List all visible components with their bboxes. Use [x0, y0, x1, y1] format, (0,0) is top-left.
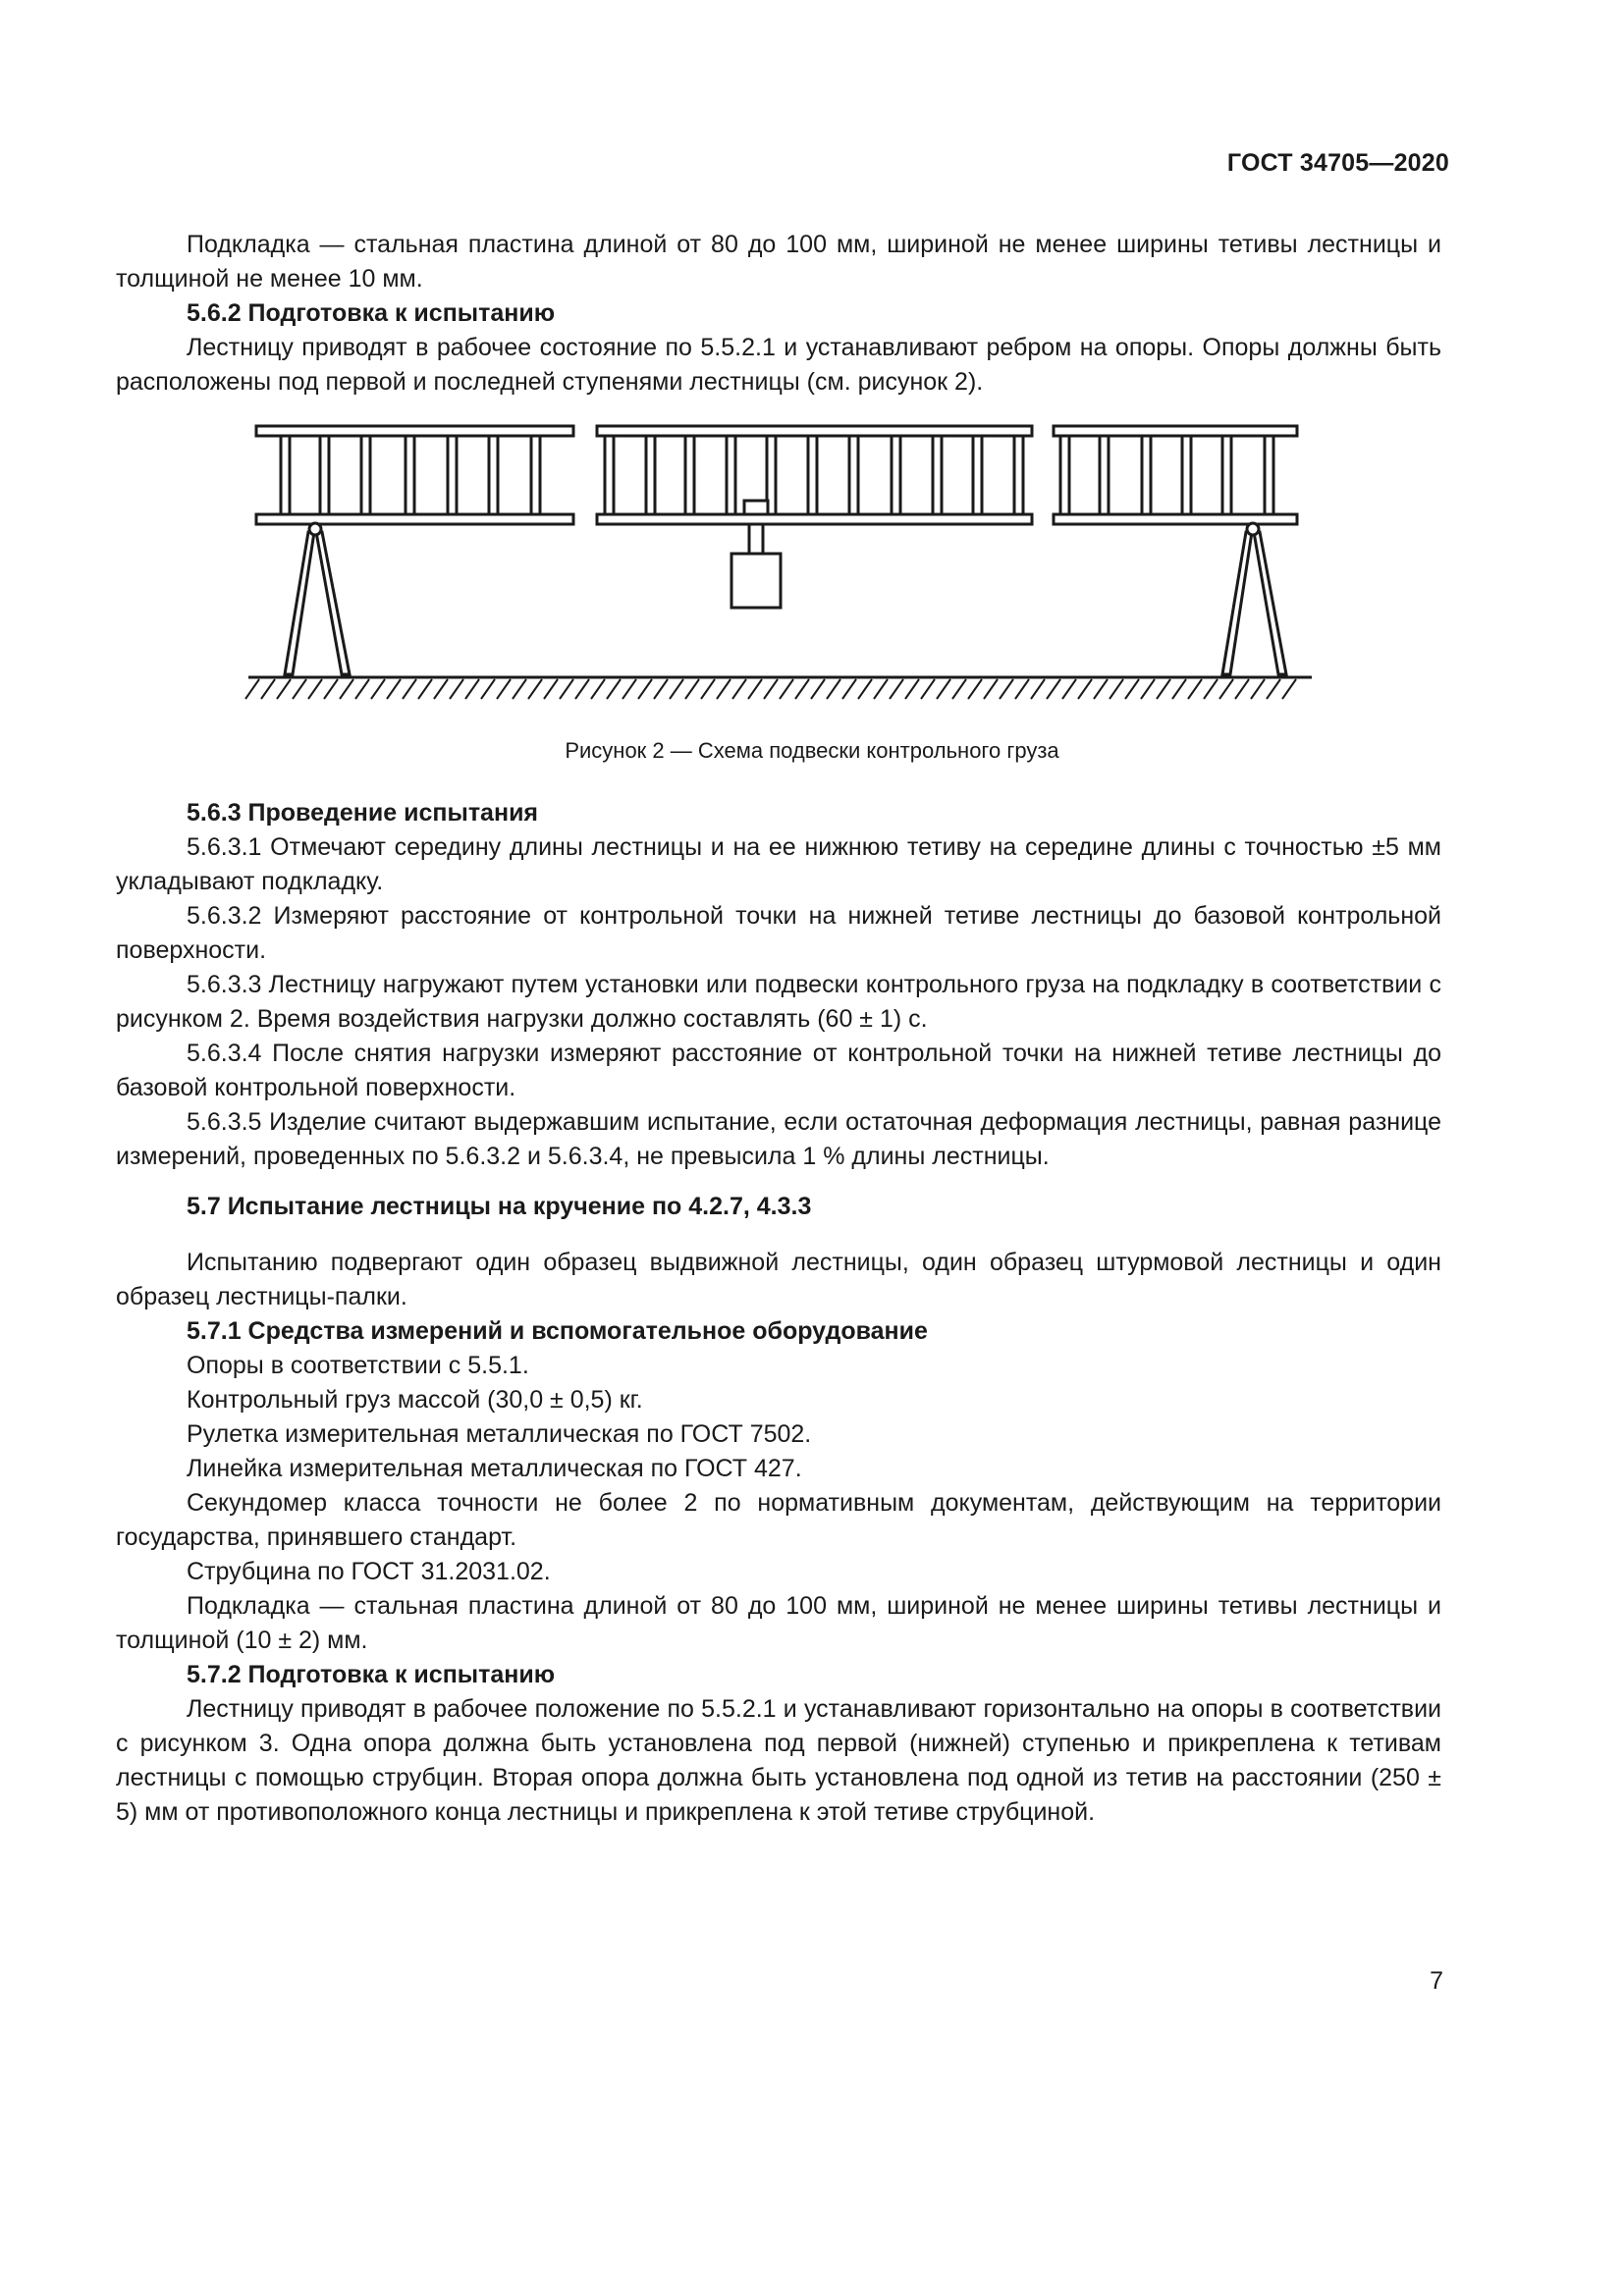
ground-hatch-line	[324, 679, 338, 699]
ladder-rung	[1142, 436, 1151, 514]
ground-hatch-line	[670, 679, 683, 699]
ground-hatch-line	[685, 679, 699, 699]
ground-hatch-line	[387, 679, 401, 699]
section-heading: 5.7 Испытание лестницы на кручение по 4.2.7, 4.3.3	[187, 1193, 812, 1220]
ground-hatch-line	[575, 679, 589, 699]
ladder-rung	[808, 436, 817, 514]
support-right	[1222, 523, 1286, 674]
ladder-diagram	[256, 426, 1297, 524]
ground-hatch-line	[434, 679, 448, 699]
ladder-rung	[361, 436, 370, 514]
section-heading: 5.7.1 Средства измерений и вспомогательное оборудование	[187, 1317, 928, 1345]
ground-hatch-line	[858, 679, 872, 699]
ladder-rung	[646, 436, 655, 514]
ladder-rung	[281, 436, 290, 514]
ladder-rung	[1060, 436, 1069, 514]
ladder-rung	[892, 436, 900, 514]
ground-hatch-line	[717, 679, 731, 699]
ground-hatch-line	[1078, 679, 1092, 699]
ground-hatch-line	[623, 679, 636, 699]
paragraph: Лестницу приводят в рабочее состояние по 5.5.2.1 и устанавливают ребром на опоры. Опоры должны быть расположены под первой и последней ступенями лестницы (см. рисунок 2).	[116, 334, 1441, 396]
paragraph: 5.6.3.3 Лестницу нагружают путем установки или подвески контрольного груза на подкладку в соответствии с рисунком 2. Время воздействия нагрузки должно составлять (60 ± 1) с.	[116, 971, 1441, 1033]
ground-hatch-line	[890, 679, 903, 699]
ground-hatch-line	[952, 679, 966, 699]
ground-hatch-line	[1000, 679, 1013, 699]
section-heading: 5.7.2 Подготовка к испытанию	[187, 1661, 556, 1688]
ground-hatch-line	[261, 679, 275, 699]
ground-hatch-line	[277, 679, 291, 699]
ladder-rung	[685, 436, 694, 514]
ground-hatch-line	[371, 679, 385, 699]
paragraph: Опоры в соответствии с 5.5.1.	[187, 1352, 529, 1379]
ground-hatch-line	[968, 679, 982, 699]
ladder-rung	[605, 436, 614, 514]
ground-hatch-line	[497, 679, 511, 699]
ladder-rung	[1014, 436, 1023, 514]
ladder-rung	[1265, 436, 1273, 514]
ground-hatch-line	[905, 679, 919, 699]
ground-hatch-line	[1251, 679, 1265, 699]
ladder-rung	[406, 436, 414, 514]
ground-hatch-line	[1141, 679, 1155, 699]
paragraph: 5.6.3.5 Изделие считают выдержавшим испытание, если остаточная деформация лестницы, равная разнице измерений, проведенных по 5.6.3.2 и 5.6.3.4, не превысила 1 % длины лестницы.	[116, 1108, 1441, 1170]
ground-hatch-line	[827, 679, 840, 699]
paragraph: Секундомер класса точности не более 2 по нормативным документам, действующим на территории государства, принявшего стандарт.	[116, 1489, 1441, 1551]
ground-hatch-line	[795, 679, 809, 699]
section-heading: 5.6.3 Проведение испытания	[187, 799, 539, 827]
paragraph: Испытанию подвергают один образец выдвижной лестницы, один образец штурмовой лестницы и один образец лестницы-палки.	[116, 1249, 1441, 1310]
ground-hatch-line	[418, 679, 432, 699]
ground-hatch-line	[544, 679, 558, 699]
ground-hatch-line	[984, 679, 998, 699]
ladder-rung	[489, 436, 498, 514]
paragraph: Струбцина по ГОСТ 31.2031.02.	[187, 1558, 551, 1585]
ground-hatch-line	[481, 679, 495, 699]
ground-hatch-line	[560, 679, 573, 699]
text-block-before-figure	[116, 228, 1441, 400]
ladder-rung	[531, 436, 540, 514]
ladder-rung	[320, 436, 329, 514]
ground-hatch-line	[1062, 679, 1076, 699]
paragraph: Линейка измерительная металлическая по ГОСТ 427.	[187, 1455, 802, 1482]
ground-hatch-line	[732, 679, 746, 699]
paragraph: 5.6.3.1 Отмечают середину длины лестницы и на ее нижнюю тетиву на середине длины с точностью ±5 мм укладывают подкладку.	[116, 833, 1441, 895]
ladder-rung	[973, 436, 982, 514]
ground-hatch-line	[1157, 679, 1170, 699]
ground-hatch-line	[1235, 679, 1249, 699]
paragraph: Подкладка — стальная пластина длиной от 80 до 100 мм, шириной не менее ширины тетивы лестницы и толщиной (10 ± 2) мм.	[116, 1592, 1441, 1654]
paragraph: Рулетка измерительная металлическая по ГОСТ 7502.	[187, 1420, 812, 1448]
ground-hatch-line	[355, 679, 369, 699]
ground-hatch-line	[701, 679, 715, 699]
ground-hatch-line	[1188, 679, 1202, 699]
ground-hatch-line	[528, 679, 542, 699]
ground-hatch-line	[842, 679, 856, 699]
ground-hatch-line	[780, 679, 793, 699]
paragraph: 5.6.3.4 После снятия нагрузки измеряют расстояние от контрольной точки на нижней тетиве лестницы до базовой контрольной поверхности.	[116, 1040, 1441, 1101]
ground-hatch-line	[921, 679, 935, 699]
ground-hatch-line	[638, 679, 652, 699]
ground-hatch-line	[1267, 679, 1280, 699]
text-block-after-figure	[116, 796, 1441, 1830]
ground-hatch-line	[811, 679, 825, 699]
ground-hatch-line	[1282, 679, 1296, 699]
paragraph: 5.6.3.2 Измеряют расстояние от контрольной точки на нижней тетиве лестницы до базовой контрольной поверхности.	[116, 902, 1441, 964]
paragraph: Лестницу приводят в рабочее положение по 5.5.2.1 и устанавливают горизонтально на опоры в соответствии с рисунком 3. Одна опора должна быть установлена под первой (нижней) ступенью и прикреплена к тетивам лестницы с помощью струбцин. Вторая опора должна быть установлена под одной из тетив на расстоянии (250 ± 5) мм от противоположного конца лестницы и прикреплена к этой тетиве струбциной.	[116, 1695, 1441, 1826]
page-number: 7	[1430, 1967, 1443, 1995]
ladder-rung	[1182, 436, 1191, 514]
ground-hatch-line	[748, 679, 762, 699]
ground-hatch-line	[403, 679, 416, 699]
ladder-rung	[727, 436, 735, 514]
ground-hatch-line	[1172, 679, 1186, 699]
standard-code: ГОСТ 34705—2020	[1226, 149, 1449, 177]
paragraph: Контрольный груз массой (30,0 ± 0,5) кг.	[187, 1386, 643, 1414]
ladder-rung	[1222, 436, 1231, 514]
ground-hatch-line	[1204, 679, 1218, 699]
ground-hatch-line	[1125, 679, 1139, 699]
ground-hatch-line	[1047, 679, 1060, 699]
ground-hatch-line	[607, 679, 621, 699]
ground-hatch-line	[1031, 679, 1045, 699]
ground-hatch-line	[465, 679, 479, 699]
section-heading: 5.6.2 Подготовка к испытанию	[187, 299, 556, 327]
ground-hatch-line	[340, 679, 353, 699]
paragraph: Подкладка — стальная пластина длиной от 80 до 100 мм, шириной не менее ширины тетивы лестницы и толщиной не менее 10 мм.	[116, 231, 1441, 293]
ground-base	[245, 677, 1312, 699]
ladder-rung	[448, 436, 457, 514]
ladder-section-right	[1054, 426, 1297, 524]
support-left	[285, 523, 350, 674]
figure-load-suspension-diagram	[244, 414, 1324, 719]
ground-hatch-line	[874, 679, 888, 699]
ground-hatch-line	[293, 679, 306, 699]
ground-hatch-line	[654, 679, 668, 699]
ground-hatch-line	[764, 679, 778, 699]
ground-hatch-line	[513, 679, 526, 699]
ground-hatch-line	[308, 679, 322, 699]
ladder-section-left	[256, 426, 573, 524]
ladder-rung	[849, 436, 858, 514]
ladder-rung	[933, 436, 942, 514]
ground-hatch-line	[1219, 679, 1233, 699]
ladder-rung	[1100, 436, 1109, 514]
ground-hatch-line	[1110, 679, 1123, 699]
ground-hatch-line	[937, 679, 950, 699]
figure-caption: Рисунок 2 — Схема подвески контрольного груза	[565, 738, 1059, 763]
ground-hatch-line	[450, 679, 463, 699]
ground-hatch-line	[245, 679, 259, 699]
ground-hatch-line	[1094, 679, 1108, 699]
ground-hatch-line	[591, 679, 605, 699]
ground-hatch-line	[1015, 679, 1029, 699]
ladder-section-middle	[597, 426, 1032, 524]
